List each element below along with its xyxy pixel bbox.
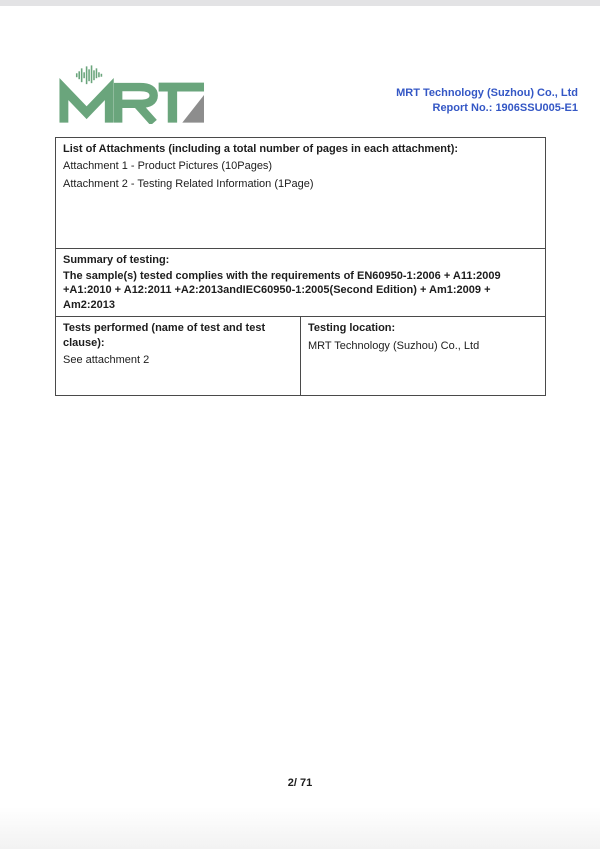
page-top-strip [0, 0, 600, 6]
page-bottom-fade [0, 807, 600, 849]
page-number: 2/ 71 [287, 777, 313, 789]
attachment-item: Attachment 2 - Testing Related Information (1Page) [63, 178, 314, 190]
tests-performed-value: See attachment 2 [63, 354, 150, 366]
waveform-icon [77, 65, 102, 84]
summary-heading: Summary of testing: [63, 254, 170, 266]
summary-body: The sample(s) tested complies with the requirements of EN60950-1:2006 + A11:2009 +A1:2010 + A12:2011 +A2:2013andIEC60950-1:2005(Second Edition) + Am1:2009 + Am2:2013 [63, 269, 501, 311]
attachments-cell [56, 138, 546, 249]
tests-performed-cell [56, 317, 301, 396]
testing-location-value: MRT Technology (Suzhou) Co., Ltd [308, 339, 480, 352]
logo-letter-m [64, 89, 109, 123]
report-table [55, 137, 546, 396]
tests-performed-heading: Tests performed (name of test and test clause): [63, 322, 266, 349]
attachment-item: Attachment 1 - Product Pictures (10Pages) [63, 160, 273, 172]
header-company-name: MRT Technology (Suzhou) Co., Ltd [396, 87, 578, 99]
logo-triangle-icon [182, 95, 204, 123]
summary-cell [56, 249, 546, 317]
attachments-heading: List of Attachments (including a total number of pages in each attachment): [63, 143, 459, 155]
attachments-row [56, 138, 546, 249]
header-report-number: Report No.: 1906SSU005-E1 [432, 102, 578, 114]
testing-location-heading: Testing location: [308, 322, 396, 334]
summary-row [56, 249, 546, 317]
report-header [396, 86, 578, 116]
testing-location-cell [301, 317, 546, 396]
mrt-logo [57, 64, 205, 124]
tests-location-row [56, 317, 546, 396]
